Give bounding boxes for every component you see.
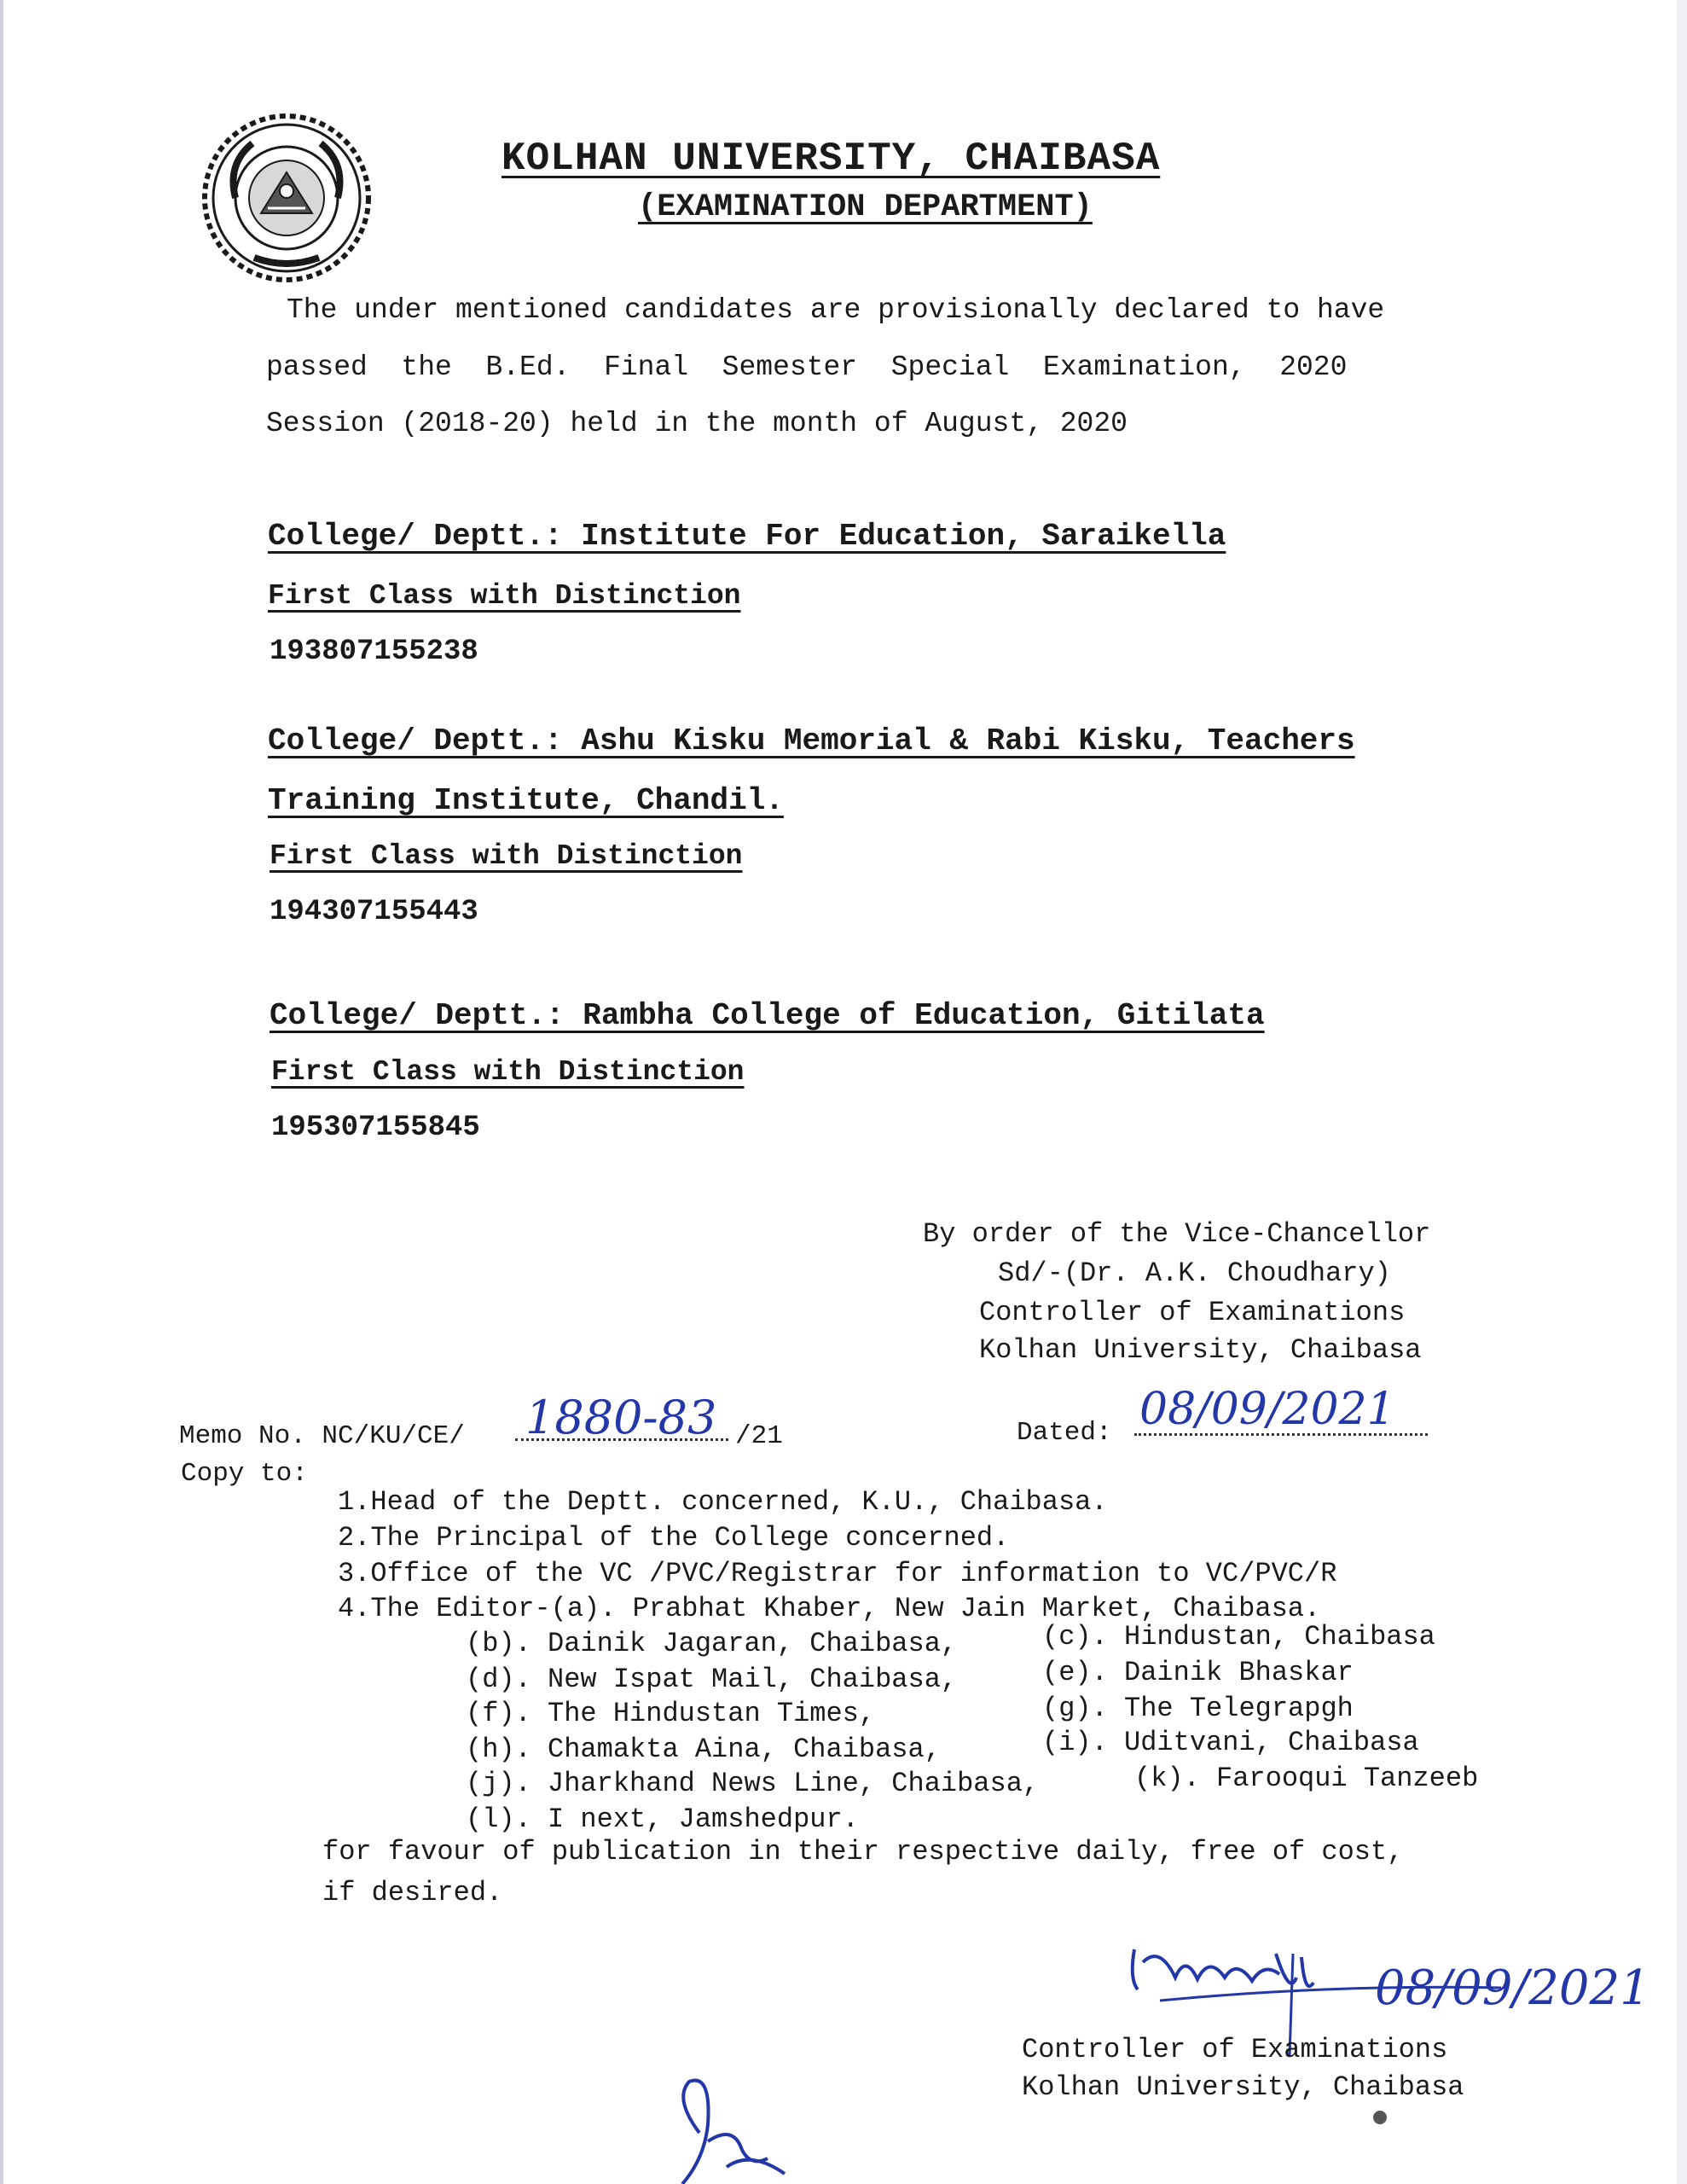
copy-item-d: (d). New Ispat Mail, Chaibasa, — [466, 1664, 958, 1695]
copy-item-i: (i). Uditvani, Chaibasa — [1042, 1727, 1419, 1758]
copy-item-3: 3.Office of the VC /PVC/Registrar for information to VC/PVC/R — [338, 1558, 1337, 1589]
copy-item-g: (g). The Telegrapgh — [1042, 1693, 1354, 1724]
roll-number-2: 194307155443 — [270, 896, 478, 928]
college-name-1: College/ Deptt.: Institute For Education, Saraikella — [268, 519, 1226, 554]
copy-item-2: 2.The Principal of the College concerned. — [338, 1522, 1010, 1554]
department-subtitle: (EXAMINATION DEPARTMENT) — [638, 189, 1093, 225]
university-seal-logo — [201, 113, 372, 283]
roll-number-1: 193807155238 — [270, 636, 478, 668]
intro-line-2: passed the B.Ed. Final Semester Special Examination, 2020 — [266, 351, 1348, 383]
signature-line-2: Kolhan University, Chaibasa — [1022, 2071, 1464, 2103]
signature-line-1: Controller of Examinations — [1022, 2034, 1448, 2065]
order-line-4: Kolhan University, Chaibasa — [979, 1334, 1422, 1366]
college-name-2-line-2: Training Institute, Chandil. — [268, 783, 784, 818]
intro-line-1: The under mentioned candidates are provisionally declared to have — [287, 294, 1385, 326]
class-label-3: First Class with Distinction — [271, 1056, 745, 1088]
roll-number-3: 195307155845 — [271, 1112, 480, 1144]
date-handwritten: 08/09/2021 — [1139, 1384, 1395, 1435]
memo-number-handwritten: 1880-83 — [525, 1391, 717, 1444]
copy-item-f: (f). The Hindustan Times, — [466, 1698, 876, 1729]
copy-item-4: 4.The Editor-(a). Prabhat Khaber, New Jain Market, Chaibasa. — [338, 1593, 1321, 1624]
memo-suffix: /21 — [735, 1421, 783, 1451]
intro-line-3: Session (2018-20) held in the month of August, 2020 — [266, 408, 1128, 439]
college-name-3: College/ Deptt.: Rambha College of Education, Gitilata — [270, 998, 1265, 1033]
memo-prefix: Memo No. NC/KU/CE/ — [179, 1421, 465, 1451]
copy-item-k: (k). Farooqui Tanzeeb — [1134, 1763, 1479, 1794]
college-name-2: College/ Deptt.: Ashu Kisku Memorial & Rabi Kisku, Teachers — [268, 723, 1355, 758]
class-label-1: First Class with Distinction — [268, 580, 741, 612]
order-line-1: By order of the Vice-Chancellor — [923, 1218, 1431, 1250]
page-title: KOLHAN UNIVERSITY, CHAIBASA — [501, 136, 1161, 181]
dated-label: Dated: — [1017, 1418, 1112, 1448]
signature-date-handwritten: 08/09/2021 — [1375, 1960, 1650, 2016]
copy-item-j: (j). Jharkhand News Line, Chaibasa, — [466, 1768, 1040, 1799]
copy-item-l: (l). I next, Jamshedpur. — [466, 1804, 859, 1835]
copy-to-label: Copy to: — [181, 1459, 308, 1489]
scan-edge-right — [1677, 0, 1687, 2184]
copy-item-b: (b). Dainik Jagaran, Chaibasa, — [466, 1628, 958, 1659]
order-line-3: Controller of Examinations — [979, 1297, 1406, 1328]
scan-edge-left — [0, 0, 3, 2184]
order-line-2: Sd/-(Dr. A.K. Choudhary) — [998, 1258, 1391, 1289]
class-label-2: First Class with Distinction — [270, 840, 743, 872]
copy-item-c: (c). Hindustan, Chaibasa — [1042, 1621, 1435, 1653]
copy-item-e: (e). Dainik Bhaskar — [1042, 1657, 1354, 1688]
copy-item-h: (h). Chamakta Aina, Chaibasa, — [466, 1734, 941, 1765]
closing-line-1: for favour of publication in their respective daily, free of cost, — [322, 1836, 1404, 1867]
copy-item-1: 1.Head of the Deptt. concerned, K.U., Chaibasa. — [338, 1486, 1108, 1518]
closing-line-2: if desired. — [322, 1877, 503, 1908]
